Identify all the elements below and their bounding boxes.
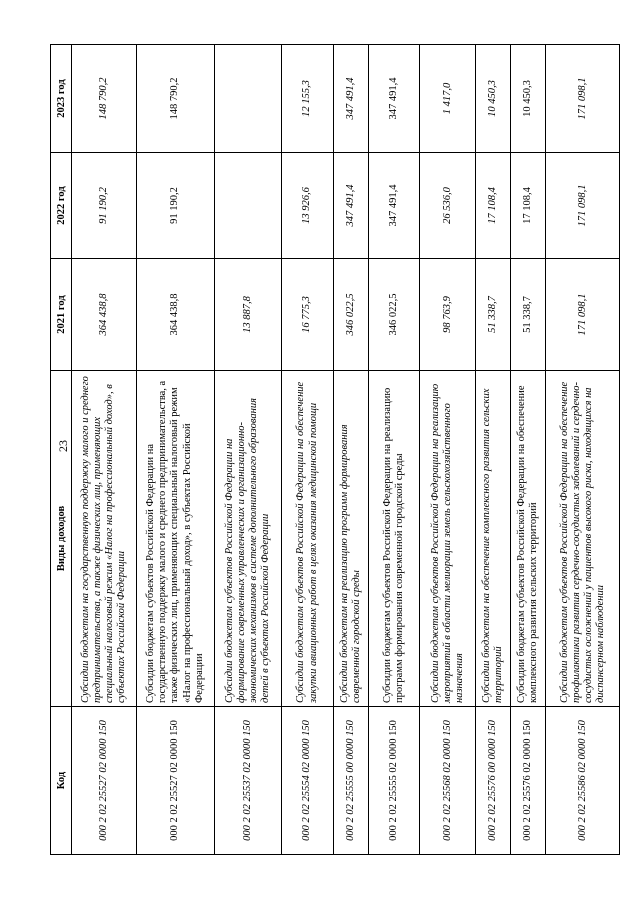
value-2023-cell: 171 098,1	[546, 45, 620, 153]
value-2021-cell: 98 763,9	[420, 259, 476, 371]
table-row	[476, 45, 511, 855]
value-2021-cell: 16 775,3	[282, 259, 333, 371]
value-2021-cell: 13 887,8	[214, 259, 282, 371]
value-2022-cell: 13 926,6	[282, 153, 333, 259]
code-cell: 000 2 02 25568 02 0000 150	[420, 707, 476, 855]
value-2022-cell: 91 190,2	[137, 153, 214, 259]
type-cell: Субсидии бюджетам субъектов Российской Федерации на формирование современных управленческих и организационно-экономических механизмов в системе дополнительного образования детей в субъектах Российской Федерации	[214, 371, 282, 707]
value-2023-cell: 148 790,2	[72, 45, 137, 153]
type-cell: Субсидии бюджетам на реализацию программ формирования современной городской среды	[333, 371, 368, 707]
type-cell: Субсидии бюджетам на обеспечение комплексного развития сельских территорий	[476, 371, 511, 707]
table-body	[72, 45, 620, 855]
type-cell: Субсидии бюджетам субъектов Российской Федерации на реализацию мероприятий в области мелиорации земель сельскохозяйственного назначения	[420, 371, 476, 707]
table-row	[368, 45, 419, 855]
code-cell: 000 2 02 25527 02 0000 150	[137, 707, 214, 855]
type-cell: Субсидии бюджетам субъектов Российской Федерации на обеспечение закупки авиационных работ в целях оказания медицинской помощи	[282, 371, 333, 707]
table-row	[137, 45, 214, 855]
table-row	[333, 45, 368, 855]
page-number: 23	[56, 440, 70, 452]
value-2021-cell: 51 338,7	[511, 259, 546, 371]
code-cell: 000 2 02 25527 02 0000 150	[72, 707, 137, 855]
type-cell: Субсидии бюджетам субъектов Российской Федерации на обеспечение комплексного развития сельских территорий	[511, 371, 546, 707]
revenue-table	[50, 44, 620, 855]
value-2023-cell: 10 450,3	[476, 45, 511, 153]
value-2021-cell: 346 022,5	[368, 259, 419, 371]
value-2021-cell: 364 438,8	[137, 259, 214, 371]
value-2022-cell: 17 108,4	[511, 153, 546, 259]
value-2021-cell: 171 098,1	[546, 259, 620, 371]
rotated-table-container	[50, 45, 620, 855]
value-2023-cell: 148 790,2	[137, 45, 214, 153]
code-cell: 000 2 02 25576 02 0000 150	[511, 707, 546, 855]
value-2023-cell	[214, 45, 282, 153]
type-cell: Субсидии бюджетам субъектов Российской Федерации на государственную поддержку малого и среднего предпринимательства, а также физических лиц, применяющих специальный налоговый режим «Налог на профессиональный доход», в субъектах Российской Федерации	[137, 371, 214, 707]
table-header-row	[51, 45, 72, 855]
table-row	[511, 45, 546, 855]
value-2021-cell: 51 338,7	[476, 259, 511, 371]
code-cell: 000 2 02 25555 02 0000 150	[368, 707, 419, 855]
header-2023: 2023 год	[51, 45, 72, 153]
value-2022-cell: 171 098,1	[546, 153, 620, 259]
code-cell: 000 2 02 25554 02 0000 150	[282, 707, 333, 855]
code-cell: 000 2 02 25576 00 0000 150	[476, 707, 511, 855]
value-2023-cell: 347 491,4	[368, 45, 419, 153]
code-cell: 000 2 02 25586 02 0000 150	[546, 707, 620, 855]
value-2023-cell: 10 450,3	[511, 45, 546, 153]
code-cell: 000 2 02 25555 00 0000 150	[333, 707, 368, 855]
value-2021-cell: 364 438,8	[72, 259, 137, 371]
value-2022-cell	[214, 153, 282, 259]
table-row	[546, 45, 620, 855]
table-row	[282, 45, 333, 855]
header-2021: 2021 год	[51, 259, 72, 371]
code-cell: 000 2 02 25537 02 0000 150	[214, 707, 282, 855]
value-2023-cell: 1 417,0	[420, 45, 476, 153]
header-type: Виды доходов	[51, 371, 72, 707]
value-2022-cell: 17 108,4	[476, 153, 511, 259]
value-2023-cell: 347 491,4	[333, 45, 368, 153]
value-2022-cell: 91 190,2	[72, 153, 137, 259]
value-2021-cell: 346 022,5	[333, 259, 368, 371]
value-2022-cell: 26 536,0	[420, 153, 476, 259]
value-2022-cell: 347 491,4	[333, 153, 368, 259]
header-2022: 2022 год	[51, 153, 72, 259]
type-cell: Субсидии бюджетам субъектов Российской Федерации на реализацию программ формирования современной городской среды	[368, 371, 419, 707]
value-2023-cell: 12 155,3	[282, 45, 333, 153]
table-row	[214, 45, 282, 855]
table-row	[420, 45, 476, 855]
header-code: Код	[51, 707, 72, 855]
value-2022-cell: 347 491,4	[368, 153, 419, 259]
table-row	[72, 45, 137, 855]
type-cell: Субсидии бюджетам субъектов Российской Федерации на обеспечение профилактики развития сердечно-сосудистых заболеваний и сердечно-сосудистых осложнений у пациентов высокого риска, находящихся на диспансерном наблюдении	[546, 371, 620, 707]
type-cell: Субсидии бюджетам на государственную поддержку малого и среднего предпринимательства, а также физических лиц, применяющих специальный налоговый режим «Налог на профессиональный доход», в субъектах Российской Федерации	[72, 371, 137, 707]
